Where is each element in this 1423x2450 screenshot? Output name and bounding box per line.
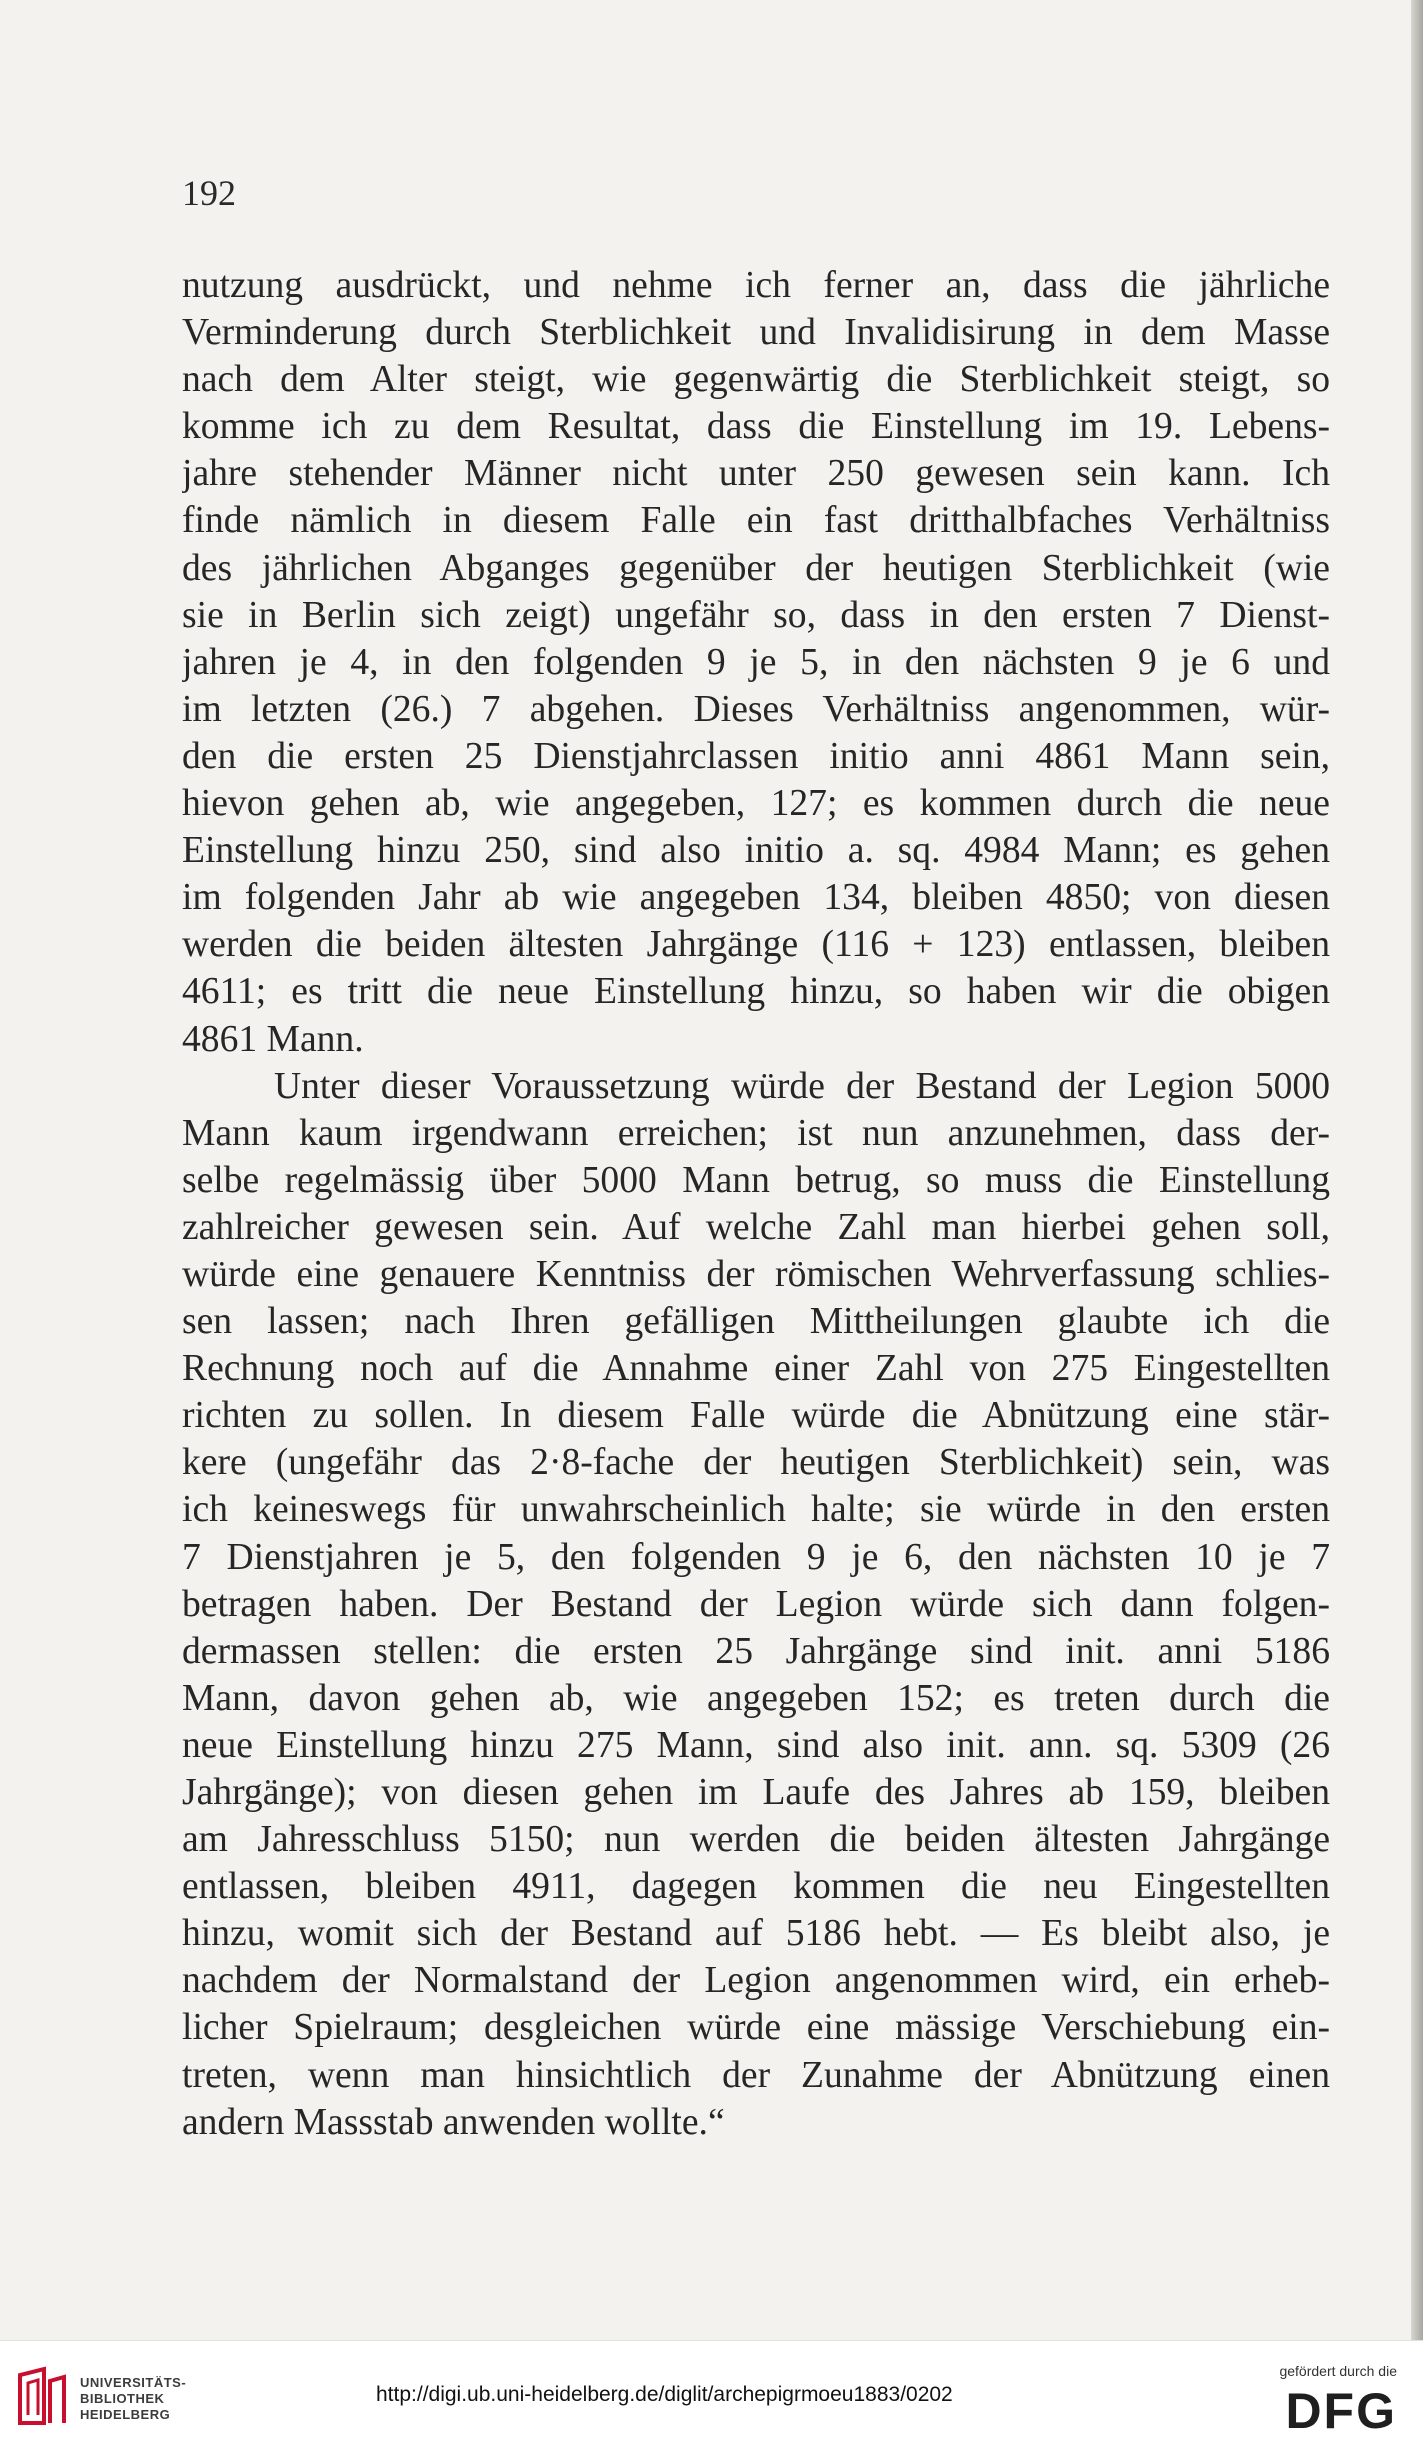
library-name-line: HEIDELBERG: [80, 2407, 171, 2422]
text-line: Unter dieser Voraussetzung würde der Bestand der Legion 5000: [274, 1065, 1330, 1107]
text-line: treten, wenn man hinsichtlich der Zunahme der Abnützung einen: [182, 2054, 1330, 2096]
funding-caption: gefördert durch die: [1279, 2363, 1397, 2379]
text-line: werden die beiden ältesten Jahrgänge (116 + 123) entlassen, bleiben: [182, 924, 1330, 966]
text-line: im letzten (26.) 7 abgehen. Dieses Verhältniss angenommen, wür-: [182, 688, 1330, 730]
text-line: ich keineswegs für unwahrscheinlich halte; sie würde in den ersten: [182, 1489, 1330, 1531]
text-line: nutzung ausdrückt, und nehme ich ferner an, dass die jährliche: [182, 265, 1330, 306]
university-library-logo-icon: [14, 2365, 70, 2427]
text-line: jahre stehender Männer nicht unter 250 gewesen sein kann. Ich: [182, 453, 1330, 495]
text-line: neue Einstellung hinzu 275 Mann, sind also init. ann. sq. 5309 (26: [182, 1724, 1330, 1766]
text-line: finde nämlich in diesem Falle ein fast dritthalbfaches Verhältniss: [182, 500, 1330, 542]
text-line: Mann, davon gehen ab, wie angegeben 152; es treten durch die: [182, 1677, 1330, 1719]
text-line: hinzu, womit sich der Bestand auf 5186 hebt. — Es bleibt also, je: [182, 1913, 1330, 1955]
text-line: kere (ungefähr das 2·8-fache der heutigen Sterblichkeit) sein, was: [182, 1442, 1330, 1484]
text-line: sen lassen; nach Ihren gefälligen Mittheilungen glaubte ich die: [182, 1301, 1330, 1343]
page-edge-shadow: [1411, 0, 1423, 2340]
university-library-name: [80, 2375, 186, 2423]
text-line: würde eine genauere Kenntniss der römischen Wehrverfassung schlies-: [182, 1253, 1330, 1295]
text-line: komme ich zu dem Resultat, dass die Einstellung im 19. Lebens-: [182, 406, 1330, 448]
dfg-logo: DFG: [1285, 2383, 1397, 2439]
text-line: im folgenden Jahr ab wie angegeben 134, bleiben 4850; von diesen: [182, 877, 1330, 919]
text-line: des jährlichen Abganges gegenüber der heutigen Sterblichkeit (wie: [182, 547, 1330, 589]
text-line: Mann kaum irgendwann erreichen; ist nun anzunehmen, dass der-: [182, 1112, 1330, 1154]
text-line: selbe regelmässig über 5000 Mann betrug, so muss die Einstellung: [182, 1159, 1330, 1201]
text-line: entlassen, bleiben 4911, dagegen kommen die neu Eingestellten: [182, 1866, 1330, 1908]
text-line: dermassen stellen: die ersten 25 Jahrgänge sind init. anni 5186: [182, 1630, 1330, 1672]
text-line: Einstellung hinzu 250, sind also initio a. sq. 4984 Mann; es gehen: [182, 830, 1330, 872]
text-line: hievon gehen ab, wie angegeben, 127; es kommen durch die neue: [182, 783, 1330, 825]
text-line: Rechnung noch auf die Annahme einer Zahl von 275 Eingestellten: [182, 1348, 1330, 1390]
page-number: 192: [182, 173, 236, 213]
text-line: 4861 Mann.: [182, 1018, 364, 1060]
body-text: [182, 262, 1330, 2146]
text-line: am Jahresschluss 5150; nun werden die beiden ältesten Jahrgänge: [182, 1819, 1330, 1861]
text-line: nachdem der Normalstand der Legion angenommen wird, ein erheb-: [182, 1960, 1330, 2002]
text-line: nach dem Alter steigt, wie gegenwärtig die Sterblichkeit steigt, so: [182, 359, 1330, 401]
text-line: andern Massstab anwenden wollte.“: [182, 2101, 725, 2143]
text-line: richten zu sollen. In diesem Falle würde die Abnützung eine stär-: [182, 1395, 1330, 1437]
text-line: den die ersten 25 Dienstjahrclassen initio anni 4861 Mann sein,: [182, 735, 1330, 777]
text-line: sie in Berlin sich zeigt) ungefähr so, dass in den ersten 7 Dienst-: [182, 594, 1330, 636]
footer-bar: [0, 2340, 1423, 2450]
text-line: licher Spielraum; desgleichen würde eine mässige Verschiebung ein-: [182, 2007, 1330, 2049]
text-line: betragen haben. Der Bestand der Legion würde sich dann folgen-: [182, 1583, 1330, 1625]
text-line: zahlreicher gewesen sein. Auf welche Zahl man hierbei gehen soll,: [182, 1206, 1330, 1248]
text-line: 4611; es tritt die neue Einstellung hinzu, so haben wir die obigen: [182, 971, 1330, 1013]
permalink-url[interactable]: http://digi.ub.uni-heidelberg.de/diglit/archepigrmoeu1883/0202: [376, 2383, 953, 2406]
library-name-line: UNIVERSITÄTS-: [80, 2375, 187, 2390]
text-line: jahren je 4, in den folgenden 9 je 5, in den nächsten 9 je 6 und: [182, 641, 1330, 683]
text-line: Jahrgänge); von diesen gehen im Laufe des Jahres ab 159, bleiben: [182, 1772, 1330, 1813]
text-line: Verminderung durch Sterblichkeit und Invalidisirung in dem Masse: [182, 312, 1330, 354]
text-line: 7 Dienstjahren je 5, den folgenden 9 je 6, den nächsten 10 je 7: [182, 1536, 1330, 1578]
library-name-line: BIBLIOTHEK: [80, 2391, 165, 2406]
